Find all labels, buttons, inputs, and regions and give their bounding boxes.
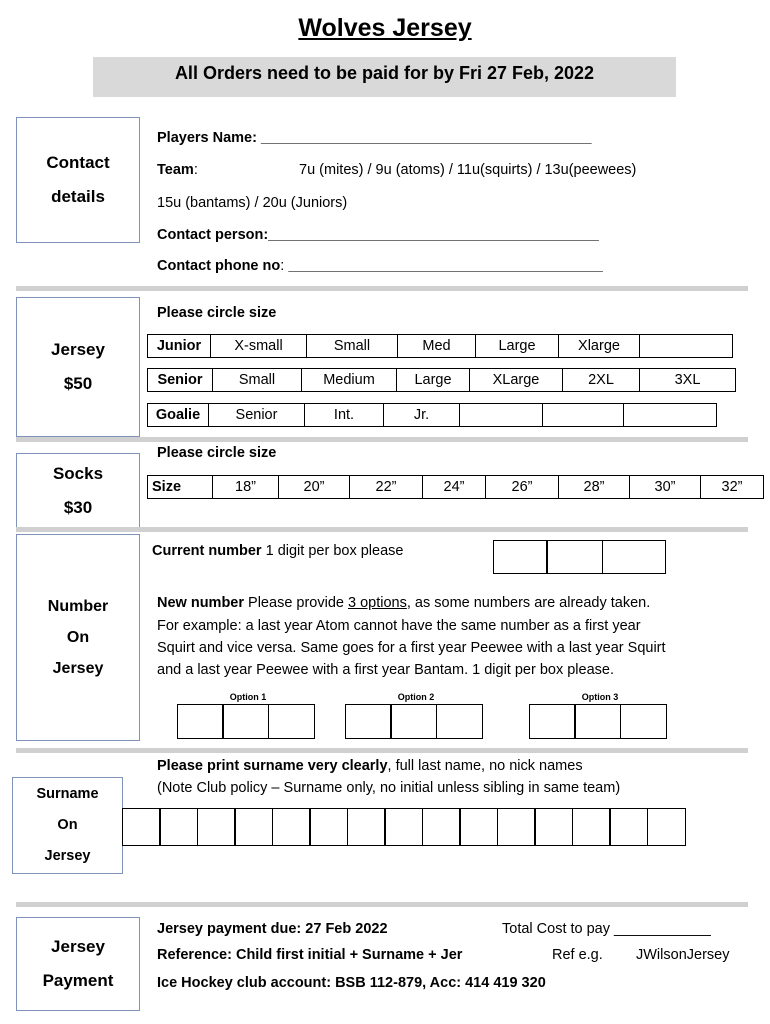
surname-label-line-3: Jersey	[44, 848, 91, 864]
option-3-boxes	[530, 704, 667, 739]
socks-size-row	[147, 475, 764, 499]
size-option[interactable]: Small	[307, 335, 398, 358]
contact-person-field[interactable]: _________________________________________	[268, 227, 599, 243]
surname-policy-note: (Note Club policy – Surname only, no initial unless sibling in same team)	[157, 780, 621, 796]
size-option[interactable]: XLarge	[470, 369, 563, 392]
jersey-price: $50	[63, 374, 93, 393]
number-label-box	[16, 534, 140, 741]
payment-label-box	[16, 917, 140, 1011]
option-digit-box[interactable]	[268, 704, 315, 739]
team-options-line-2[interactable]: 15u (bantams) / 20u (Juniors)	[157, 195, 348, 211]
jersey-size-heading: Please circle size	[157, 305, 277, 321]
reference-example-label: Ref e.g.	[552, 947, 603, 963]
new-number-paragraph-line: For example: a last year Atom cannot have the same number as a first year	[157, 618, 641, 634]
payment-reference: Reference: Child first initial + Surname + Jer	[157, 947, 463, 963]
page-title: Wolves Jersey	[298, 14, 472, 42]
sock-size-option[interactable]: 20”	[279, 476, 350, 499]
current-number-digit-box[interactable]	[602, 540, 666, 574]
team-label: Team:	[157, 162, 198, 178]
size-option[interactable]: 2XL	[563, 369, 640, 392]
contact-label-line-1: Contact	[46, 153, 110, 172]
surname-instructions: Please print surname very clearly, full last name, no nick names	[157, 758, 583, 774]
option-digit-box[interactable]	[177, 704, 224, 739]
goalie-row-label: Goalie	[148, 404, 209, 427]
sock-size-option[interactable]: 28”	[559, 476, 630, 499]
section-divider	[16, 748, 748, 753]
surname-letter-box[interactable]	[347, 808, 386, 846]
surname-label-line-2: On	[57, 817, 78, 833]
jersey-label-box	[16, 297, 140, 437]
new-number-instructions: New number Please provide 3 options, as some numbers are already taken.	[157, 595, 651, 611]
option-digit-box[interactable]	[436, 704, 483, 739]
contact-phone-label: Contact phone no: _______________________________________	[157, 258, 603, 274]
surname-letter-box[interactable]	[272, 808, 311, 846]
contact-label-line-2: details	[51, 187, 105, 206]
socks-price: $30	[63, 497, 93, 517]
team-options-line-1[interactable]: 7u (mites) / 9u (atoms) / 11u(squirts) / 13u(peewees)	[299, 162, 637, 178]
option-digit-box[interactable]	[345, 704, 392, 739]
surname-letter-box[interactable]	[309, 808, 348, 846]
socks-label-line-1: Socks	[52, 463, 104, 483]
section-divider	[16, 286, 748, 291]
size-option[interactable]: Int.	[305, 404, 384, 427]
total-cost-field[interactable]: Total Cost to pay ____________	[502, 921, 711, 937]
size-option[interactable]: X-small	[211, 335, 307, 358]
size-option[interactable]: Large	[397, 369, 470, 392]
option-digit-box[interactable]	[222, 704, 269, 739]
payment-due: Jersey payment due: 27 Feb 2022	[157, 921, 388, 937]
sock-size-option[interactable]: 26”	[486, 476, 559, 499]
surname-letter-boxes	[123, 808, 686, 846]
option-digit-box[interactable]	[529, 704, 576, 739]
surname-letter-box[interactable]	[572, 808, 611, 846]
sock-size-option[interactable]: 24”	[423, 476, 486, 499]
surname-label-line-1: Surname	[36, 786, 99, 802]
players-name-label: Players Name: _________________________________________	[157, 130, 592, 146]
surname-label-box	[12, 777, 123, 874]
sock-size-option[interactable]: 30”	[630, 476, 701, 499]
payment-deadline-banner: All Orders need to be paid for by Fri 27 Feb, 2022	[93, 57, 676, 97]
size-option[interactable]: 3XL	[640, 369, 736, 392]
socks-row-label: Size	[148, 476, 213, 499]
contact-person-label: Contact person:_________________________________________	[157, 227, 599, 243]
option-2-label: Option 2	[397, 692, 435, 702]
contact-phone-field[interactable]: _______________________________________	[288, 258, 603, 274]
section-divider	[16, 902, 748, 907]
surname-letter-box[interactable]	[534, 808, 573, 846]
jersey-size-goalie-row	[147, 403, 717, 427]
jersey-size-senior-row	[147, 368, 736, 392]
club-account-details: Ice Hockey club account: BSB 112-879, Acc: 414 419 320	[157, 975, 546, 991]
reference-example: JWilsonJersey	[636, 947, 730, 963]
current-number-label: Current number 1 digit per box please	[152, 543, 404, 559]
new-number-paragraph-line: Squirt and vice versa. Same goes for a first year Peewee with a last year Squirt	[157, 640, 666, 656]
contact-details-label-box	[16, 117, 140, 243]
option-2-boxes	[346, 704, 483, 739]
surname-letter-box[interactable]	[647, 808, 686, 846]
surname-letter-box[interactable]	[122, 808, 161, 846]
option-3-label: Option 3	[581, 692, 619, 702]
current-number-digit-box[interactable]	[546, 540, 603, 574]
sock-size-option[interactable]: 18”	[213, 476, 279, 499]
new-number-paragraph-line: and a last year Peewee with a first year Bantam. 1 digit per box please.	[157, 662, 614, 678]
jersey-label-line-1: Jersey	[51, 340, 105, 359]
number-label-line-3: Jersey	[52, 660, 104, 677]
surname-letter-box[interactable]	[384, 808, 423, 846]
socks-size-heading: Please circle size	[157, 445, 277, 461]
surname-letter-box[interactable]	[422, 808, 461, 846]
senior-row-label: Senior	[148, 369, 213, 392]
size-option-empty	[460, 404, 543, 427]
socks-label-box	[16, 453, 140, 528]
size-option[interactable]: Small	[213, 369, 302, 392]
surname-letter-box[interactable]	[234, 808, 273, 846]
payment-label-line-2: Payment	[42, 971, 114, 990]
size-option-empty	[543, 404, 624, 427]
number-label-line-1: Number	[47, 598, 109, 615]
surname-letter-box[interactable]	[459, 808, 498, 846]
surname-letter-box[interactable]	[197, 808, 236, 846]
size-option[interactable]: Xlarge	[559, 335, 640, 358]
number-label-line-2: On	[66, 629, 90, 646]
option-digit-box[interactable]	[390, 704, 437, 739]
option-1-label: Option 1	[229, 692, 267, 702]
size-option[interactable]: Large	[476, 335, 559, 358]
size-option[interactable]: Senior	[209, 404, 305, 427]
surname-letter-box[interactable]	[159, 808, 198, 846]
sock-size-option[interactable]: 22”	[350, 476, 423, 499]
size-option[interactable]: Medium	[302, 369, 397, 392]
sock-size-option[interactable]: 32”	[701, 476, 764, 499]
surname-letter-box[interactable]	[609, 808, 648, 846]
size-option-empty	[624, 404, 717, 427]
size-option[interactable]: Jr.	[384, 404, 460, 427]
players-name-field[interactable]: _________________________________________	[260, 130, 592, 146]
option-digit-box[interactable]	[574, 704, 621, 739]
current-number-boxes	[494, 540, 666, 574]
junior-row-label: Junior	[148, 335, 211, 358]
surname-letter-box[interactable]	[497, 808, 536, 846]
option-1-boxes	[178, 704, 315, 739]
size-option-empty	[640, 335, 733, 358]
current-number-digit-box[interactable]	[493, 540, 548, 574]
payment-label-line-1: Jersey	[51, 937, 105, 956]
section-divider	[16, 437, 748, 442]
jersey-size-junior-row	[147, 334, 733, 358]
section-divider	[16, 527, 748, 532]
size-option[interactable]: Med	[398, 335, 476, 358]
option-digit-box[interactable]	[620, 704, 667, 739]
